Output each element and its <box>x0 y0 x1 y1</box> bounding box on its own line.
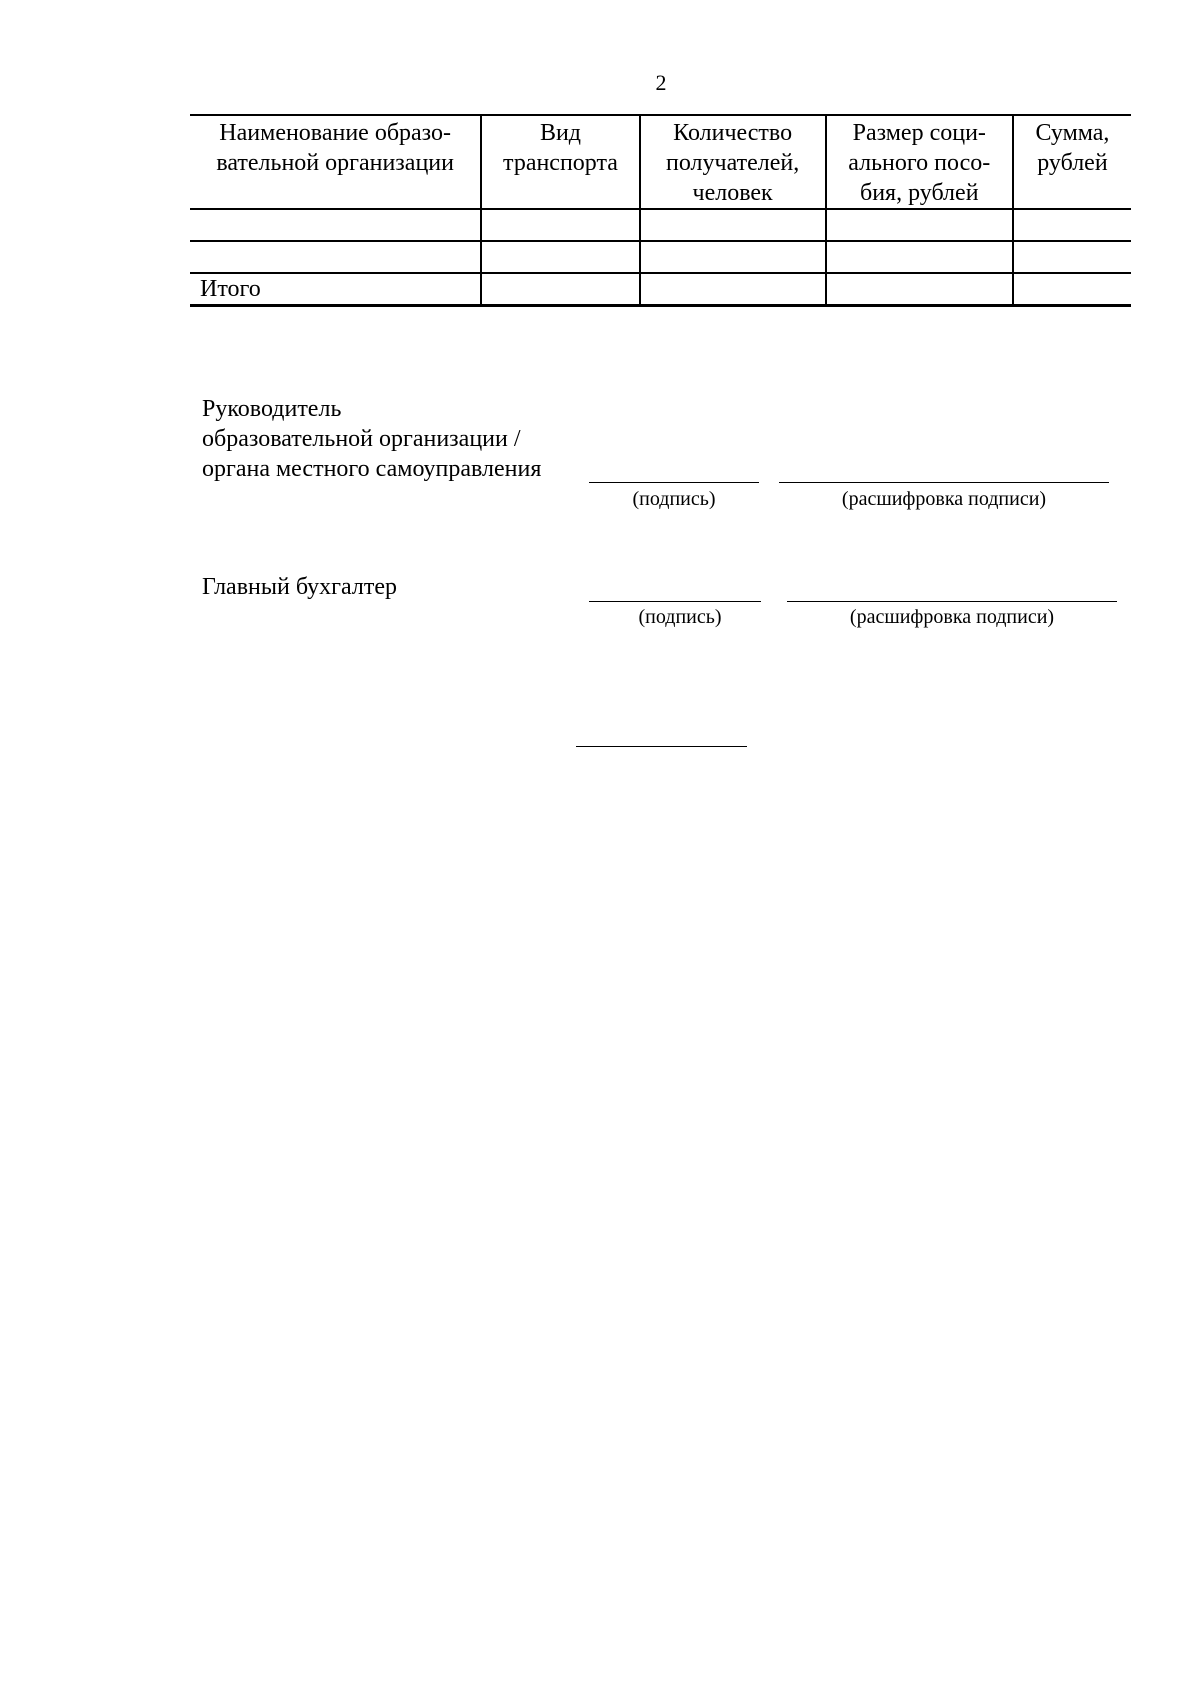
table-cell <box>826 209 1013 241</box>
table-cell <box>190 209 481 241</box>
table-cell <box>1013 241 1131 273</box>
page-number: 2 <box>655 70 667 95</box>
header-allowance: Размер соци- ального посо- бия, рублей <box>826 115 1013 209</box>
closing-divider <box>576 746 747 747</box>
table-cell <box>640 273 826 306</box>
table-row <box>190 241 1131 273</box>
head-signatory-label: Руководитель образовательной организации / органа местного самоуправления <box>202 396 542 482</box>
accountant-signature-line <box>589 601 761 602</box>
header-sum: Сумма, рублей <box>1013 115 1131 209</box>
table-cell <box>1013 209 1131 241</box>
table-cell <box>481 241 639 273</box>
head-decoding-line <box>779 482 1109 483</box>
head-signature-caption: (подпись) <box>632 488 716 510</box>
total-label: Итого <box>190 273 481 306</box>
table-cell <box>640 241 826 273</box>
accountant-decoding-line <box>787 601 1117 602</box>
table-cell <box>1013 273 1131 306</box>
table-header-row <box>190 115 1131 209</box>
table-cell <box>640 209 826 241</box>
table-cell <box>481 209 639 241</box>
header-recipients: Количество получателей, человек <box>640 115 826 209</box>
table-cell <box>826 273 1013 306</box>
accountant-decoding-caption: (расшифровка подписи) <box>849 606 1055 628</box>
head-signature-line <box>589 482 759 483</box>
table-cell <box>190 241 481 273</box>
report-table <box>190 114 1131 307</box>
accountant-signature-caption: (подпись) <box>638 606 722 628</box>
table-cell <box>481 273 639 306</box>
table-cell <box>826 241 1013 273</box>
head-decoding-caption: (расшифровка подписи) <box>841 488 1047 510</box>
header-organization: Наименование образо- вательной организации <box>190 115 481 209</box>
total-row <box>190 273 1131 306</box>
table-row <box>190 209 1131 241</box>
accountant-label: Главный бухгалтер <box>202 574 397 600</box>
header-transport: Вид транспорта <box>481 115 639 209</box>
